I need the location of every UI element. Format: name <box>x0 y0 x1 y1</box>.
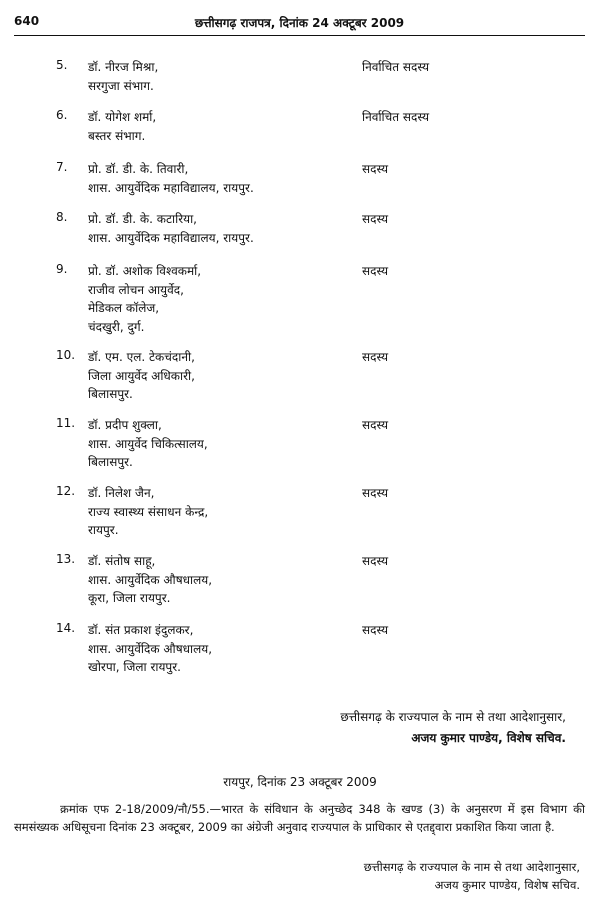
member-address-line: बिलासपुर. <box>88 387 133 401</box>
member-number: 11. <box>56 416 76 430</box>
signature-2-signatory: अजय कुमार पाण्डेय, विशेष सचिव. <box>434 878 580 892</box>
member-address-line: बस्तर संभाग. <box>88 128 146 143</box>
member-role: निर्वाचित सदस्य <box>362 60 430 74</box>
member-name: डॉ. निलेश जैन, <box>88 486 155 500</box>
member-address-line: राज्य स्वास्थ्य संसाधन केन्द्र, <box>88 504 209 519</box>
member-number: 9. <box>56 262 68 276</box>
page-number: 640 <box>14 14 40 28</box>
member-address-line: शास. आयुर्वेदिक महाविद्यालय, रायपुर. <box>88 230 254 245</box>
member-address-line: कूरा, जिला रायपुर. <box>88 591 171 605</box>
member-number: 5. <box>56 58 68 72</box>
member-address-line: शास. आयुर्वेदिक महाविद्यालय, रायपुर. <box>88 180 254 195</box>
member-number: 14. <box>56 621 76 635</box>
member-details <box>88 108 156 145</box>
member-address-line: जिला आयुर्वेद अधिकारी, <box>88 368 195 383</box>
gazette-title: छत्तीसगढ़ राजपत्र, दिनांक 24 अक्टूबर 2009 <box>194 16 405 30</box>
member-role: सदस्य <box>362 554 389 568</box>
member-details <box>88 58 158 95</box>
signature-2-authority: छत्तीसगढ़ के राज्यपाल के नाम से तथा आदेशानुसार, <box>363 860 580 874</box>
member-number: 12. <box>56 484 76 498</box>
member-name: डॉ. संतोष साहू, <box>88 554 156 568</box>
member-role: सदस्य <box>362 212 389 226</box>
member-name: प्रो. डॉ. अशोक विश्वकर्मा, <box>88 264 202 278</box>
member-role: सदस्य <box>362 623 389 637</box>
notice-paragraph: क्रमांक एफ 2-18/2009/नौ/55.—भारत के संविधान के अनुच्छेद 348 के खण्ड (3) के अनुसरण में इस विभाग की समसंख्यक अधिसूचना दिनांक 23 अक्टूबर, 2009 का अंग्रेजी अनुवाद राज्यपाल के प्राधिकार से एतद्द्वारा प्रकाशित किया जाता है. <box>14 802 585 834</box>
member-address-line: सरगुजा संभाग. <box>88 78 154 93</box>
member-details <box>88 484 208 540</box>
member-details <box>88 552 212 608</box>
member-name: डॉ. नीरज मिश्रा, <box>88 60 159 74</box>
member-details <box>88 348 195 404</box>
member-address-line: रायपुर. <box>88 523 119 537</box>
member-name: डॉ. योगेश शर्मा, <box>88 110 157 124</box>
member-name: डॉ. प्रदीप शुक्ला, <box>88 418 162 432</box>
member-address-line: शास. आयुर्वेद चिकित्सालय, <box>88 436 208 451</box>
dateline: रायपुर, दिनांक 23 अक्टूबर 2009 <box>223 775 377 789</box>
member-address-line: शास. आयुर्वेदिक औषधालय, <box>88 572 213 587</box>
member-details <box>88 416 208 472</box>
member-name: डॉ. संत प्रकाश इंदुलकर, <box>88 623 194 637</box>
member-address-line: राजीव लोचन आयुर्वेद, <box>88 282 184 297</box>
member-address-line: चंदखुरी, दुर्ग. <box>88 319 145 334</box>
member-details <box>88 160 254 197</box>
member-role: सदस्य <box>362 162 389 176</box>
signature-1-signatory: अजय कुमार पाण्डेय, विशेष सचिव. <box>411 731 566 745</box>
member-address-line: खोरपा, जिला रायपुर. <box>88 660 181 674</box>
member-number: 10. <box>56 348 76 362</box>
member-address-line: शास. आयुर्वेदिक औषधालय, <box>88 641 213 656</box>
member-role: सदस्य <box>362 264 389 278</box>
member-name: प्रो. डॉ. डी. के. तिवारी, <box>88 162 189 176</box>
member-number: 13. <box>56 552 76 566</box>
member-name: प्रो. डॉ. डी. के. कटारिया, <box>88 212 197 226</box>
member-number: 7. <box>56 160 68 174</box>
member-details <box>88 210 254 247</box>
member-details <box>88 621 212 677</box>
member-number: 6. <box>56 108 68 122</box>
member-role: सदस्य <box>362 486 389 500</box>
member-role: सदस्य <box>362 350 389 364</box>
member-details <box>88 262 201 336</box>
signature-block-2 <box>364 860 580 893</box>
member-number: 8. <box>56 210 68 224</box>
member-address-line: मेडिकल कॉलेज, <box>88 301 160 315</box>
member-name: डॉ. एम. एल. टेकचंदानी, <box>88 350 195 364</box>
member-role: सदस्य <box>362 418 389 432</box>
signature-1-authority: छत्तीसगढ़ के राज्यपाल के नाम से तथा आदेशानुसार, <box>340 710 566 724</box>
header-divider <box>14 35 585 36</box>
signature-block-1 <box>340 708 566 746</box>
member-address-line: बिलासपुर. <box>88 455 133 469</box>
member-role: निर्वाचित सदस्य <box>362 110 430 124</box>
